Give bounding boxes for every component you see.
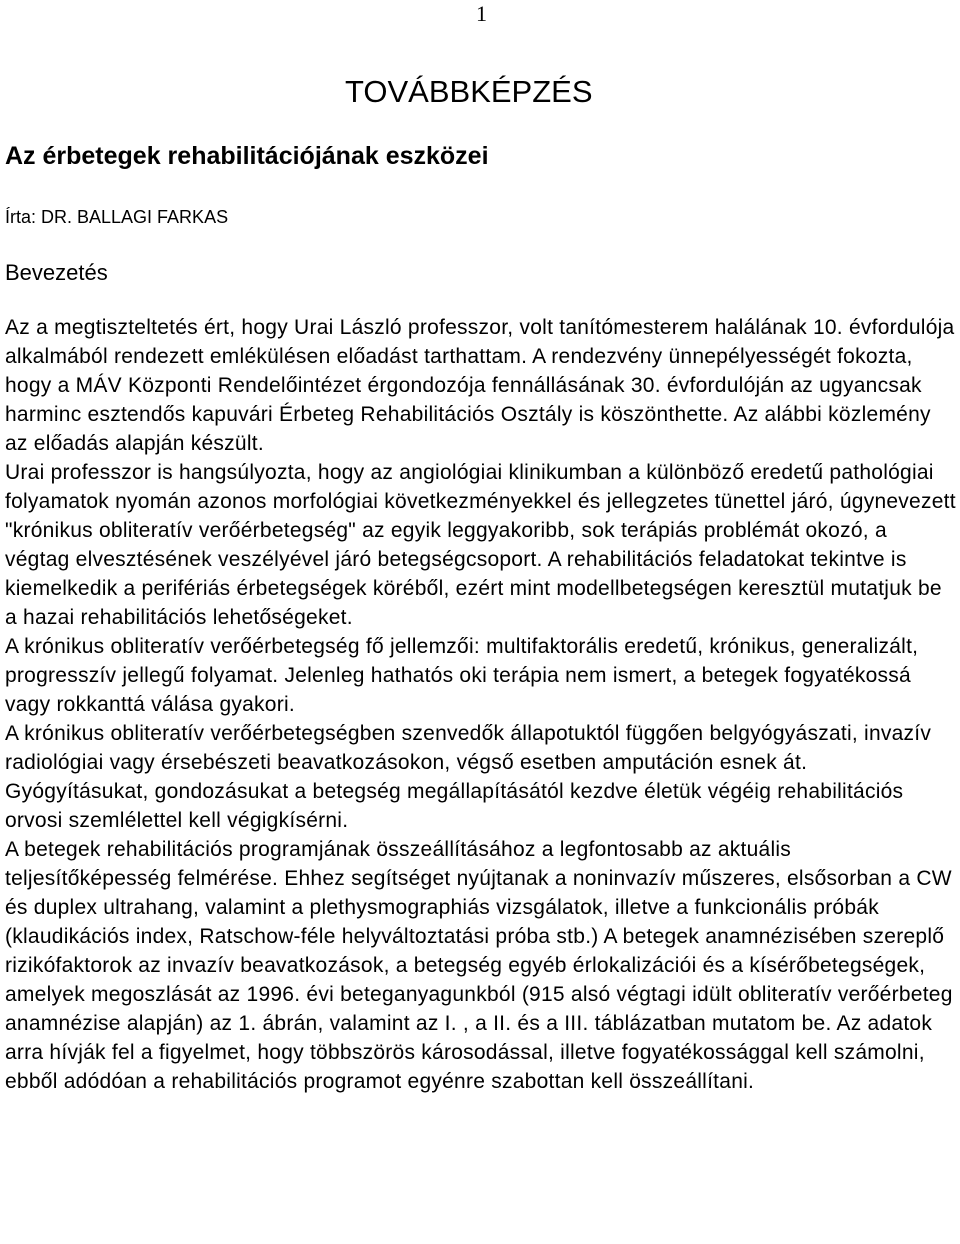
section-title: TOVÁBBKÉPZÉS	[345, 74, 593, 109]
paragraph-urai-professor: Urai professzor is hangsúlyozta, hogy az angiológiai klinikumban a különböző eredetű pathológiai folyamatok nyomán azonos morfológiai következményekkel és jellegzetes tünettel járó, úgynevezett "krónikus obliteratív verőérbetegség" az egyik leggyakoribb, sok terápiás problémát okozó, a végtag elvesztésének veszélyével járó betegségcsoport. A rehabilitációs feladatokat tekintve is kiemelkedik a perifériás érbetegségek köréből, ezért mint modellbetegségen keresztül mutatjuk be a hazai rehabilitációs lehetőségeket.	[5, 461, 956, 629]
article-title: Az érbetegek rehabilitációjának eszközei	[5, 142, 489, 170]
section-heading: Bevezetés	[5, 260, 108, 285]
paragraph-introduction: Az a megtiszteltetés ért, hogy Urai László professzor, volt tanítómesterem halálának 10. évfordulója alkalmából rendezett emlékülésen előadást tarthattam. A rendezvény ünnepélyességét fokozta, hogy a MÁV Központi Rendelőintézet érgondozója fennállásának 30. évfordulóján az ugyancsak harminc esztendős kapuvári Érbeteg Rehabilitációs Osztály is köszönthette. Az alábbi közlemény az előadás alapján készült.	[5, 316, 955, 455]
paragraph-rehab-program: A betegek rehabilitációs programjának összeállításához a legfontosabb az aktuális teljesítőképesség felmérése. Ehhez segítséget nyújtanak a noninvazív műszeres, elsősorban a CW és duplex ultrahang, valamint a plethysmographiás vizsgálatok, illetve a funkcionális próbák (klaudikációs index, Ratschow-féle helyváltoztatási próba stb.) A betegek anamnézisében szereplő rizikófaktorok az invazív beavatkozások, a betegség egyéb érlokalizációi és a kísérőbetegségek, amelyek megoszlását az 1996. évi beteganyagunkból (915 alsó végtagi idült obliteratív verőérbeteg anamnézise alapján) az 1. ábrán, valamint az I. , a II. és a III. táblázatban mutatom be. Az adatok arra hívják fel a figyelmet, hogy többszörös károsodással, illetve fogyatékossággal kell számolni, ebből adódóan a rehabilitációs programot egyénre szabottan kell összeállítani.	[5, 838, 953, 1093]
author-line: Írta: DR. BALLAGI FARKAS	[5, 207, 229, 227]
page-number: 1	[476, 1, 487, 26]
paragraph-main-features: A krónikus obliteratív verőérbetegség fő jellemzői: multifaktorális eredetű, krónikus, generalizált, progresszív jellegű folyamat. Jelenleg hathatós oki terápia nem ismert, a betegek fogyatékossá vagy rokkanttá válása gyakori.	[5, 635, 919, 716]
paragraph-treatment: A krónikus obliteratív verőérbetegségben szenvedők állapotuktól függően belgyógyászati, invazív radiológiai vagy érsebészeti beavatkozásokon, végső esetben amputáción esnek át. Gyógyításukat, gondozásukat a betegség megállapításától kezdve életük végéig rehabilitációs orvosi szemlélettel kell végigkísérni.	[5, 722, 932, 832]
article-body	[5, 313, 956, 1096]
